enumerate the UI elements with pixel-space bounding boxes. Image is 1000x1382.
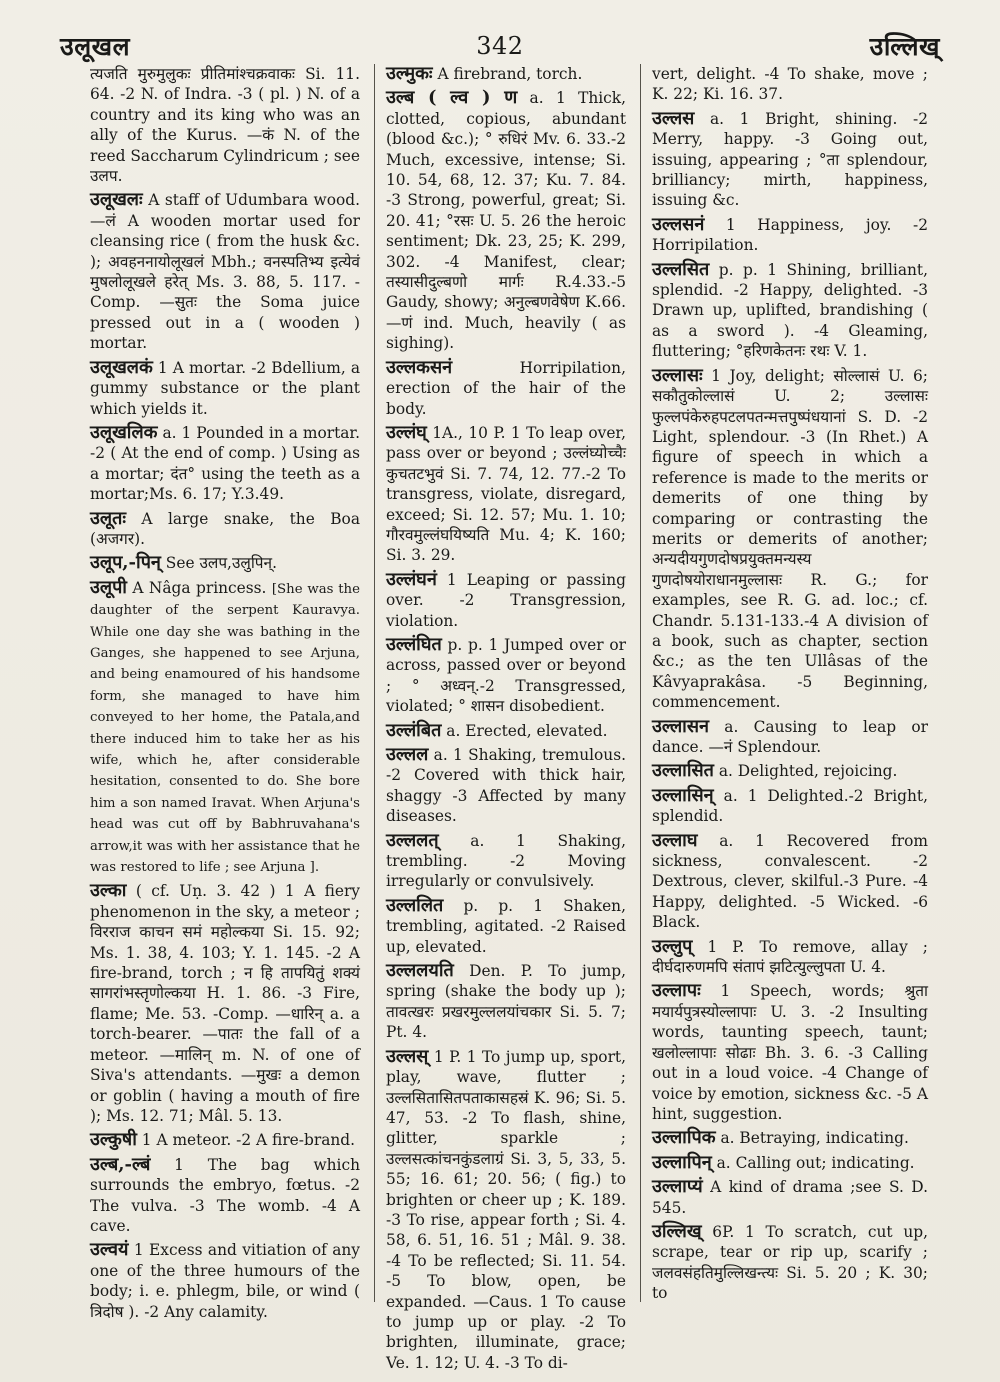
entry-headword: उलूतः <box>90 507 126 529</box>
entry-definition: a. Erected, elevated. <box>441 721 608 740</box>
dictionary-entry <box>652 1177 928 1218</box>
entry-definition: 6P. 1 To scratch, cut up, scrape, tear or rip up, scarify ; जलवसंहतिमुल्लिखन्त्यः Si. 5. 20 ; K. 30; to <box>652 1222 928 1303</box>
entry-headword: उलूखलकं <box>90 356 153 378</box>
dictionary-entry <box>386 423 626 566</box>
entry-definition: p. p. 1 Jumped over or across, passed over or beyond ; ° अध्वन्.-2 Transgressed, violated; ° शासन disobedient. <box>386 635 626 716</box>
entry-definition: A kind of drama ;see S. D. 545. <box>652 1178 928 1217</box>
entry-headword: उल्मुकः <box>386 63 433 84</box>
column-divider-left <box>374 64 375 1302</box>
dictionary-entry <box>386 721 626 741</box>
dictionary-entry <box>652 1222 928 1304</box>
entry-headword: उलूपी <box>90 576 127 598</box>
dictionary-entry <box>90 1130 360 1150</box>
dictionary-entry <box>90 190 360 353</box>
entry-definition: ( cf. Uṇ. 3. 42 ) 1 A fiery phenomenon in the sky, a meteor ; विरराज काचन समं महोल्कया Si. 15. 92; Ms. 1. 38, 4. 103; Y. 1. 145. -2 A fire-brand, torch ; न हि तापयितुं शक्यं सागरांभस्तृणोल्कया H. 1. 86. -3 Fire, flame; Me. 53. -Comp. —धारिन् a. a torch-bearer. —पातः the fall of a meteor. —मालिन् m. N. of one of Siva's attendants. —मुखः a demon or goblin ( having a mouth of fire ); Ms. 12. 71; Mâl. 5. 13. <box>90 882 360 1125</box>
entry-definition: See उलप,उलुपिन्. <box>160 554 277 573</box>
entry-headword: उल्लाप्यं <box>652 1176 703 1198</box>
entry-headword: उल्लुप् <box>652 935 693 957</box>
entry-definition: a. Calling out; indicating. <box>711 1153 915 1172</box>
entry-headword: उल्लसनं <box>652 213 705 235</box>
dictionary-entry <box>386 745 626 827</box>
dictionary-entry <box>652 109 928 211</box>
entry-headword: उल्लासन <box>652 715 710 737</box>
entry-headword: उल्लाघ <box>652 829 698 851</box>
entry-definition: 1 Happiness, joy. -2 Horripilation. <box>652 215 928 255</box>
dictionary-entry <box>652 215 928 256</box>
entry-headword: उल्लकसनं <box>386 356 453 378</box>
entry-definition: Den. P. To jump, spring (shake the body up ); तावत्खरः प्रखरमुल्ललयांचकार Si. 5. 7; Pt. 4. <box>386 962 626 1042</box>
dictionary-entry <box>90 1240 360 1322</box>
entry-definition: 1 A mortar. -2 Bdellium, a gummy substance or the plant which yields it. <box>90 358 360 418</box>
entry-headword: उल्लल <box>386 744 429 765</box>
entry-headword: उल्लंघनं <box>386 568 437 590</box>
entry-definition: Horripilation, erection of the hair of the body. <box>386 358 626 418</box>
entry-definition: a. Betraying, indicating. <box>715 1129 909 1148</box>
dictionary-entry <box>652 717 928 758</box>
entry-headword: उल्वयं <box>90 1239 129 1261</box>
dictionary-entry <box>652 366 928 713</box>
dictionary-entry <box>386 896 626 957</box>
dictionary-entry <box>90 64 360 186</box>
entry-definition: 1 A meteor. -2 A fire-brand. <box>136 1131 356 1150</box>
entry-definition: vert, delight. -4 To shake, move ; K. 22; Ki. 16. 37. <box>652 65 928 104</box>
entry-headword: उल्लंघ् <box>386 421 427 443</box>
entry-definition: 1 P. To remove, allay ; दीर्घदारुणमपि संतापं झटित्युल्लुपता U. 4. <box>652 937 928 977</box>
dictionary-entry <box>652 786 928 827</box>
entry-headword: उल्ब ( ल्व ) ण <box>386 87 518 109</box>
column-divider-right <box>640 64 641 1302</box>
entry-headword: उलूप,-पिन् <box>90 552 161 574</box>
entry-definition: a. 1 Shaking, trembling. -2 Moving irregularly or convulsively. <box>386 831 626 891</box>
entry-definition: A Nâga princess. <box>126 578 272 597</box>
dictionary-entry <box>90 1155 360 1237</box>
dictionary-entry <box>652 761 928 781</box>
entry-definition: a. 1 Recovered from sickness, convalescent. -2 Dextrous, clever, skilful.-3 Pure. -4 Happy, delighted. -5 Wicked. -6 Black. <box>652 831 928 932</box>
entry-headword: उल्लस् <box>386 1045 429 1067</box>
column-middle <box>386 63 627 1372</box>
entry-headword: उलूखलिक <box>90 421 158 443</box>
entry-headword: उल्लस <box>652 107 695 129</box>
dictionary-entry <box>652 981 928 1124</box>
dictionary-entry <box>652 260 928 362</box>
entry-headword: उल्लासिन् <box>652 784 714 806</box>
entry-definition: a. Delighted, rejoicing. <box>713 762 898 781</box>
entry-definition: p. p. 1 Shining, brilliant, splendid. -2 Happy, delighted. -3 Drawn up, uplifted, brandishing ( as a sword ). -4 Gleaming, fluttering; °हरिणकेतनः रथः V. 1. <box>652 260 928 361</box>
dictionary-entry <box>386 88 626 353</box>
dictionary-entry <box>90 553 360 573</box>
dictionary-entry <box>90 423 360 505</box>
entry-headword: उल्लापः <box>652 980 701 1002</box>
dictionary-entry <box>386 635 626 717</box>
entry-definition: a. Causing to leap or dance. —नं Splendour. <box>652 717 928 756</box>
entry-definition: a. 1 Shaking, tremulous. -2 Covered with thick hair, shaggy -3 Affected by many diseases. <box>386 746 626 826</box>
entry-definition: a. 1 Bright, shining. -2 Merry, happy. -3 Going out, issuing, appearing ; °ता splendour, brilliancy; mirth, happiness, issuing &c. <box>652 109 928 210</box>
entry-headword: उल्लासित <box>652 760 714 782</box>
right-guide-word: उल्लिख् <box>869 32 940 61</box>
dictionary-entry <box>90 509 360 550</box>
dictionary-entry <box>386 570 626 631</box>
dictionary-entry <box>652 937 928 978</box>
entry-headword: उल्ब,-ल्बं <box>90 1153 151 1175</box>
dictionary-entry <box>90 881 360 1126</box>
dictionary-entry <box>386 358 626 419</box>
dictionary-entry <box>652 1153 928 1173</box>
column-left <box>90 64 360 1321</box>
entry-headword: उल्लिख् <box>652 1220 702 1242</box>
entry-definition: p. p. 1 Shaken, trembling, agitated. -2 Raised up, elevated. <box>386 896 626 956</box>
entry-headword: उल्लापिन् <box>652 1151 712 1173</box>
entry-note: [She was the daughter of the serpent Kauravya. While one day she was bathing in the Ganges, she happened to see Arjuna, and being enamoured of his handsome form, she managed to have him conveyed to her home, the Patala,and there induced him to take her as his wife, which he, after considerable hesitation, consented to do. She bore him a son named Iravat. When Arjuna's head was cut off by Babhruvahana's arrow,it was with her assistance that he was restored to life ; see Arjuna ]. <box>90 581 360 876</box>
entry-definition: 1 Leaping or passing over. -2 Transgression, violation. <box>386 570 626 630</box>
dictionary-entry <box>386 64 626 84</box>
entry-headword: उल्लंघित <box>386 633 442 655</box>
dictionary-entry <box>652 1128 928 1148</box>
page-number: 342 <box>476 32 524 60</box>
entry-headword: उल्लसित <box>652 258 710 280</box>
entry-definition: 1 Joy, delight; सोल्लासं U. 6; सकौतुकोल्लासं U. 2; उल्लासः फुल्लपंकेरुहपटलपतन्मत्तपुष्पंधयानां S. D. -2 Light, splendour. -3 (In Rhet.) A figure of speech in which a reference is made to the merits or demerits of one thing by comparing or contrasting the merits or demerits of another; अन्यदीयगुणदोषप्रयुक्तमन्यस्य गुणदोषयोराधानमुल्लासः R. G.; for examples, see R. G. ad. loc.; cf. Chandr. 5.131-133.-4 A division of a book, such as chapter, section &c.; as the ten Ullâsas of the Kâvyaprakâsa. -5 Beginning, commencement. <box>652 366 928 712</box>
entry-definition: 1 Speech, words; श्रुता मयार्यपुत्रस्योल्लापाः U. 3. -2 Insulting words, taunting speech, taunt; खलोल्लापाः सोढाः Bh. 3. 6. -3 Calling out in a loud voice. -4 Change of voice by emotion, sickness &c. -5 A hint, suggestion. <box>652 982 928 1123</box>
entry-definition: 1 The bag which surrounds the embryo, fœtus. -2 The vulva. -3 The womb. -4 A cave. <box>90 1155 360 1235</box>
entry-definition: त्यजति मुरुमुलुकः प्रीतिमांश्चक्रवाकः Si. 11. 64. -2 N. of Indra. -3 ( pl. ) N. of a country and its king who was an ally of the Kurus. —कं N. of the reed Saccharum Cylindricum ; see उलप. <box>90 65 360 186</box>
entry-definition: 1A., 10 P. 1 To leap over, pass over or beyond ; उल्लंघ्योच्चैः कुचतटभुवं Si. 7. 74, 12. 77.-2 To transgress, violate, disregard, exceed; Si. 12. 57; Mu. 1. 10; गौरवमुल्लंघयिष्यति Mu. 4; K. 160; Si. 3. 29. <box>386 423 626 565</box>
entry-definition: 1 P. 1 To jump up, sport, play, wave, flutter ; उल्लसितासितपताकासहस्रं K. 96; Si. 5. 47, 53. -2 To flash, shine, glitter, sparkle ; उल्लसत्कांचनकुंडलाग्रं Si. 3, 5, 33, 5. 55; 16. 61; 20. 56; ( fig.) to brighten or cheer up ; K. 189. -3 To rise, appear forth ; Si. 4. 58, 6. 51, 16. 51 ; Mâl. 9. 38. -4 To be reflected; Si. 11. 54. -5 To blow, open, be expanded. —Caus. 1 To cause to jump up or play. -2 To brighten, illuminate, grace; Ve. 1. 12; U. 4. -3 To di- <box>386 1047 626 1372</box>
dictionary-entry <box>90 358 360 419</box>
entry-headword: उलूखलः <box>90 189 143 211</box>
dictionary-entry <box>386 831 626 892</box>
entry-definition: A firebrand, torch. <box>432 65 583 83</box>
entry-definition: A staff of Udumbara wood. —लं A wooden mortar used for cleansing rice ( from the husk &c. ); अवहननायोलूखलं Mbh.; वनस्पतिभ्य इत्येवं मुषलोलूखले हरेत् Ms. 3. 88, 5. 117. -Comp. —सुतः the Soma juice pressed out in a ( wooden ) mortar. <box>90 191 360 353</box>
dictionary-entry <box>90 578 360 878</box>
entry-headword: उल्ललत् <box>386 829 439 851</box>
dictionary-entry <box>652 64 928 105</box>
left-guide-word: उलूखल <box>60 32 131 61</box>
entry-definition: a. 1 Thick, clotted, copious, abundant (blood &c.); ° रुधिरं Mv. 6. 33.-2 Much, excessive, intense; Si. 10. 54, 68, 12. 37; Ku. 7. 84. -3 Strong, powerful, great; Si. 20. 41; °रसः U. 5. 26 the heroic sentiment; Dk. 23, 25; K. 299, 302. -4 Manifest, clear; तस्यासीदुल्बणो मार्गः R.4.33.-5 Gaudy, showy; अनुल्बणवेषेण K.66. —णं ind. Much, heavily ( as sighing). <box>386 89 627 353</box>
column-right <box>652 64 928 1304</box>
dictionary-entry <box>386 961 626 1043</box>
entry-definition: a. 1 Delighted.-2 Bright, splendid. <box>652 786 928 826</box>
entry-definition: a. 1 Pounded in a mortar. -2 ( At the end of comp. ) Using as a mortar; दंत° using the teeth as a mortar;Ms. 6. 17; Y.3.49. <box>90 423 360 504</box>
entry-headword: उल्लासः <box>652 364 703 386</box>
dictionary-entry <box>386 1047 626 1374</box>
entry-headword: उल्का <box>90 880 127 902</box>
entry-headword: उल्ललयति <box>386 960 454 982</box>
entry-definition: 1 Excess and vitiation of any one of the three humours of the body; i. e. phlegm, bile, or wind ( त्रिदोष ). -2 Any calamity. <box>90 1241 360 1321</box>
entry-headword: उल्लंबित <box>386 719 442 741</box>
entry-headword: उल्कुषी <box>90 1129 137 1151</box>
dictionary-entry <box>652 831 928 933</box>
page-header <box>60 26 940 66</box>
entry-headword: उल्ललित <box>386 894 444 916</box>
entry-headword: उल्लापिक <box>652 1127 716 1149</box>
entry-definition: A large snake, the Boa (अजगर). <box>90 509 360 548</box>
